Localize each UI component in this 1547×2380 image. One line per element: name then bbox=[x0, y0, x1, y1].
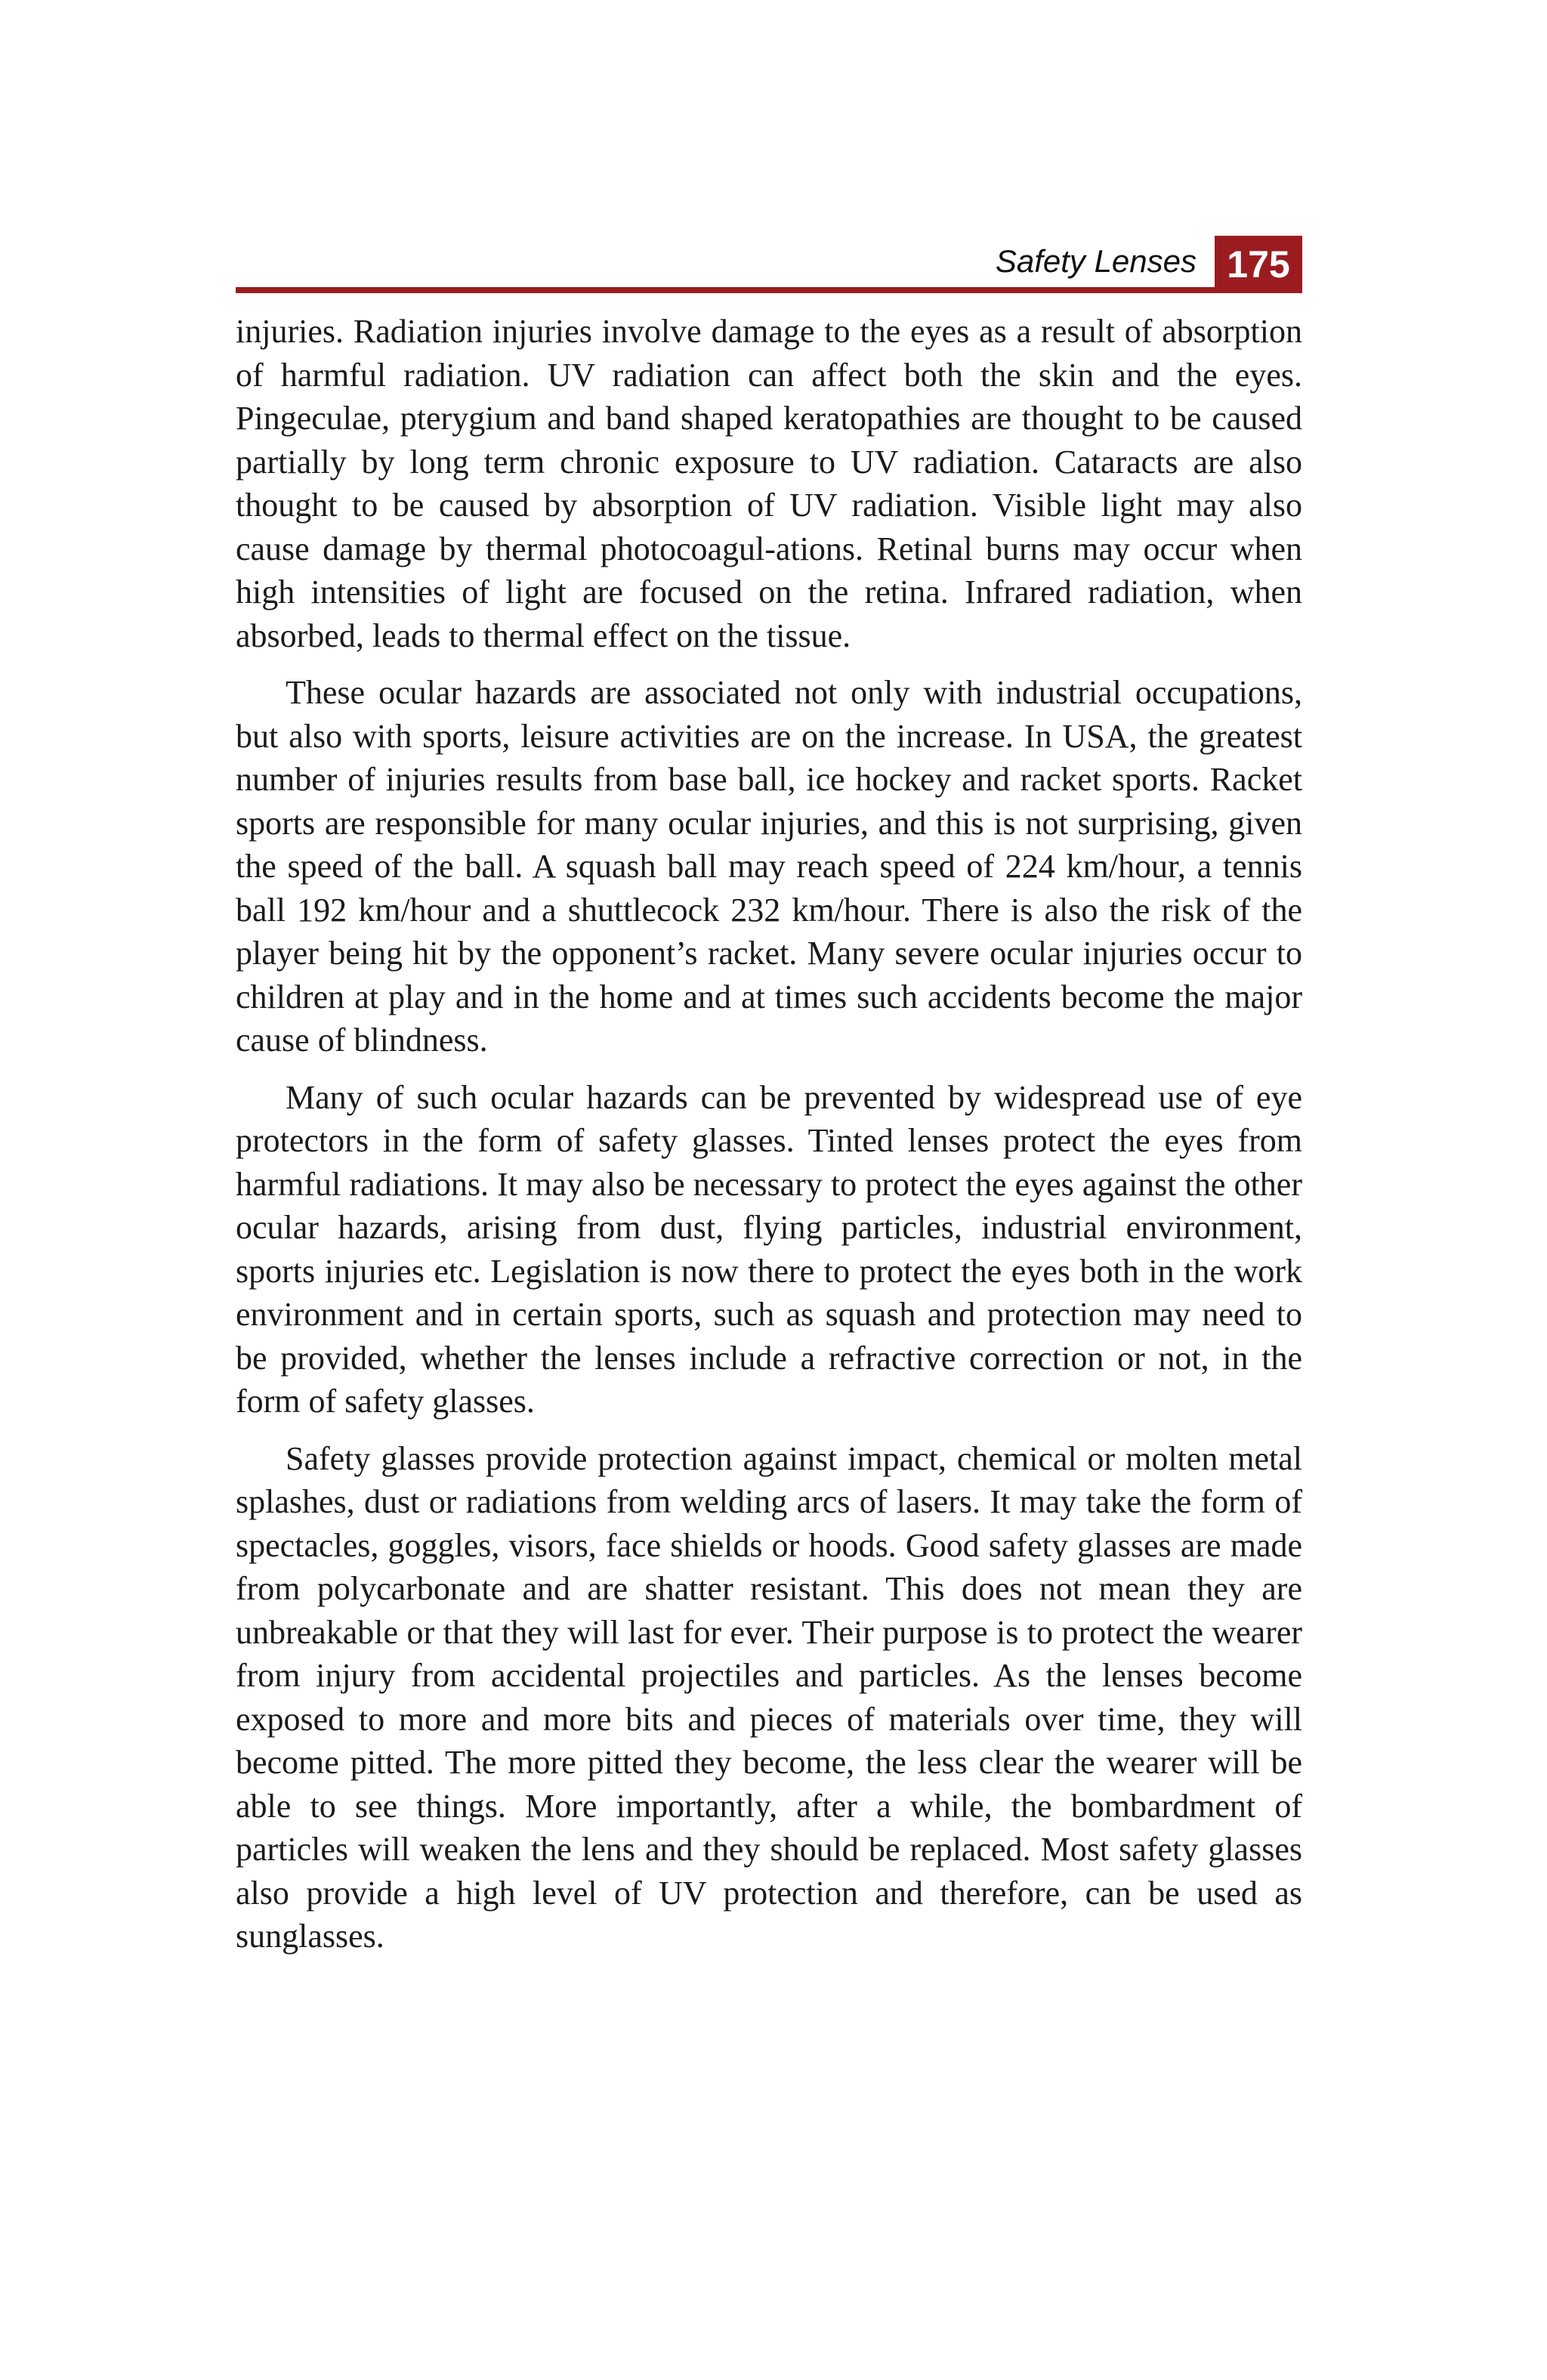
paragraph-4: Safety glasses provide protection against impact, chemical or molten metal splashes, dust or radiations from welding arcs of lasers. It may take the form of spectacles, goggles, visors, face shields or hoods. Good safety glasses are made from polycarbonate and are shatter resistant. This does not mean they are unbreakable or that they will last for ever. Their purpose is to protect the wearer from injury from accidental projectiles and particles. As the lenses become exposed to more and more bits and pieces of materials over time, they will become pitted. The more pitted they become, the less clear the wearer will be able to see things. More importantly, after a while, the bombardment of particles will weaken the lens and they should be replaced. Most safety glasses also provide a high level of UV protection and therefore, can be used as sunglasses. bbox=[236, 1439, 1302, 1955]
paragraph-1: injuries. Radiation injuries involve damage to the eyes as a result of absorption of harmful radiation. UV radiation can affect both the skin and the eyes. Pingeculae, pterygium and band shaped keratopathies are thought to be caused partially by long term chronic exposure to UV radiation. Cataracts are also thought to be caused by absorption of UV radiation. Visible light may also cause damage by thermal photocoagul-ations. Retinal burns may occur when high intensities of light are focused on the retina. Infrared radiation, when absorbed, leads to thermal effect on the tissue. bbox=[236, 313, 1302, 654]
paragraph-2: These ocular hazards are associated not only with industrial occupations, but also with sports, leisure activities are on the increase. In USA, the greatest number of injuries results from base ball, ice hockey and racket sports. Racket sports are responsible for many ocular injuries, and this is not surprising, given the speed of the ball. A squash ball may reach speed of 224 km/hour, a tennis ball 192 km/hour and a shuttlecock 232 km/hour. There is also the risk of the player being hit by the opponent’s racket. Many severe ocular injuries occur to children at play and in the home and at times such accidents become the major cause of blindness. bbox=[236, 674, 1302, 1059]
body-text bbox=[236, 310, 1302, 1972]
page-header bbox=[236, 236, 1302, 293]
page-number: 175 bbox=[1215, 236, 1302, 293]
paragraph-3: Many of such ocular hazards can be prevented by widespread use of eye protectors in the form of safety glasses. Tinted lenses protect the eyes from harmful radiations. It may also be necessary to protect the eyes against the other ocular hazards, arising from dust, flying particles, industrial environment, sports injuries etc. Legislation is now there to protect the eyes both in the work environment and in certain sports, such as squash and protection may need to be provided, whether the lenses include a refractive correction or not, in the form of safety glasses. bbox=[236, 1078, 1302, 1420]
running-title: Safety Lenses bbox=[995, 243, 1197, 279]
header-rule bbox=[236, 287, 1302, 293]
